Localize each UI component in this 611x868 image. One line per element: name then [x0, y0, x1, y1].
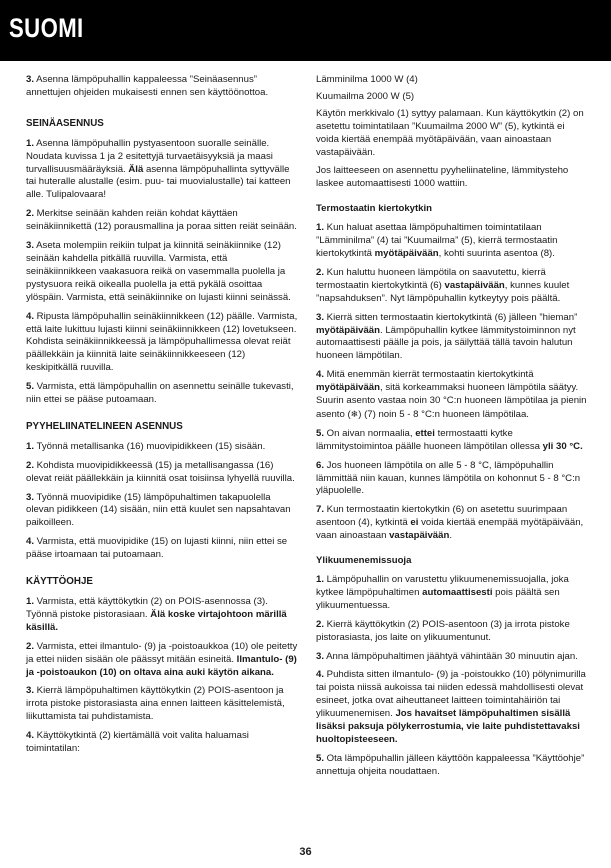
language-title: SUOMI	[9, 13, 84, 43]
section-heading-wall-mount: SEINÄASENNUS	[26, 117, 104, 129]
overheat-step-3: 3. Anna lämpöpuhaltimen jäähtyä vähintään 30 minuutin ajan.	[316, 650, 578, 662]
thermostat-step-6: 6. Jos huoneen lämpötila on alle 5 - 8 °C, lämpöpuhallin lämmittää niin kauan, kunnes lämpötila on kohonnut 5 - 8 °C:n yläpuolelle.	[316, 459, 581, 497]
wall-step-1: 1. Asenna lämpöpuhallin pystyasentoon suoralle seinälle. Noudata kuvissa 1 ja 2 esitettyjä turvaetäisyyksiä ja maasi turvallisuusmääräyksiä. Älä asenna lämpöpuhallinta syttyvälle tai huteralle alustalle (esim. puu- tai muovialustalle) tai katteen alle. Tulipalovaara!	[26, 137, 291, 201]
section-heading-usage: KÄYTTÖOHJE	[26, 576, 93, 588]
right-column	[316, 74, 588, 785]
towel-step-2: 2. Kohdista muovipidikkeessä (15) ja metallisangassa (16) olevat reiät päällekkäin ja kiinnitä osat toisiinsa lyhyellä ruuvilla.	[26, 459, 295, 484]
section-heading-towel-rack: PYYHELIINATELINEEN ASENNUS	[26, 420, 183, 432]
mode-warm-air: Lämminilma 1000 W (4)	[316, 74, 418, 85]
towel-step-3: 3. Työnnä muovipidike (15) lämpöpuhaltimen takapuolella olevan pidikkeen (14) sisään, niin että kuulet sen napsahtavan paikoilleen.	[26, 491, 291, 529]
wall-step-4: 4. Ripusta lämpöpuhallin seinäkiinnikkeen (12) päälle. Varmista, että laite lukittuu lujasti kiinni seinäkiinnikkeen (12) lovetukseen. Kohdista seinäkiinnikkeessä ja lämpöpuhallimessa olevat reiät päällekkäin ja kiinnitä laite seinäkiinnikkeeseen (12) keskipitkällä ruuvilla.	[26, 310, 298, 374]
towel-rack-note: Jos laitteeseen on asennettu pyyheliinateline, lämmitysteho laskee automaattisesti 1000 wattiin.	[316, 165, 569, 190]
indicator-note: Käytön merkkivalo (1) syttyy palamaan. Kun käyttökytkin (2) on asetettu toimintatilaan ”Kuumailma 2000 W” (5), kytkintä ei voida kiertää enempää myötäpäivään, vaan ainoastaan vastapäivään.	[316, 107, 584, 158]
left-column	[26, 74, 298, 762]
thermostat-step-7: 7. Kun termostaatin kiertokytkin (6) on asetettu suurimpaan asentoon (4), kytkintä ei voida kiertää enempää myötäpäivään, vaan ainoastaan vastapäivään.	[316, 504, 584, 542]
intro-step: 3. Asenna lämpöpuhallin kappaleessa ”Seinäasennus” annettujen ohjeiden mukaisesti ennen sen käyttöönottoa.	[26, 74, 269, 98]
thermostat-step-5: 5. On aivan normaalia, ettei termostaatti kytke lämmitystoimintoa päälle huoneen lämpötilan ollessa yli 30 °C.	[316, 427, 583, 452]
mode-hot-air: Kuumailma 2000 W (5)	[316, 90, 415, 102]
thermostat-step-4: 4. Mitä enemmän kierrät termostaatin kiertokytkintä myötäpäivään, sitä korkeammaksi huoneen lämpötila säätyy. Suurin asento vastaa noin 30 °C:n huoneen lämpötilaa ja pienin asento (❄) (7) noin 5 - 8 °C:n huoneen lämpötilaa.	[316, 369, 587, 420]
usage-step-3: 3. Kierrä lämpöpuhaltimen käyttökytkin (2) POIS-asentoon ja irrota pistoke pistorasiasta aina ennen laitteen käsittelemistä, liikuttamista tai puhdistamista.	[26, 685, 285, 723]
usage-step-2: 2. Varmista, ettei ilmantulo- (9) ja -poistoaukkoa (10) ole peitetty ja ettei niiden sisään ole päässyt mitään esineitä. Ilmantulo- (9) ja -poistoaukon (10) on oltava aina auki käytön aikana.	[26, 640, 298, 678]
section-heading-thermostat: Termostaatin kiertokytkin	[316, 203, 433, 215]
wall-step-2: 2. Merkitse seinään kahden reiän kohdat käyttäen seinäkiinnikettä (12) porausmallina ja poraa sitten reiät seinään.	[26, 208, 297, 233]
thermostat-step-2: 2. Kun haluttu huoneen lämpötila on saavutettu, kierrä termostaatin kiertokytkintä (6) vastapäivään, kunnes kuulet ”napsahduksen”. Nyt lämpöpuhallin kytkeytyy pois päältä.	[316, 266, 570, 304]
thermostat-step-1: 1. Kun haluat asettaa lämpöpuhaltimen toimintatilaan ”Lämminilma” (4) tai ”Kuumailma” (5), kierrä termostaatin kiertokytkintä myötäpäivään, kohti suurinta asentoa (8).	[316, 222, 558, 259]
overheat-step-5: 5. Ota lämpöpuhallin jälleen käyttöön kappaleessa ”Käyttöohje” annettuja ohjeita noudattaen.	[316, 752, 585, 777]
wall-step-5: 5. Varmista, että lämpöpuhallin on asennettu seinälle tukevasti, niin ettei se pääse putoamaan.	[26, 381, 294, 406]
page-number: 36	[299, 846, 312, 858]
overheat-step-1: 1. Lämpöpuhallin on varustettu ylikuumenemissuojalla, joka kytkee lämpöpuhaltimen automaattisesti pois päältä sen ylikuumentuessa.	[316, 574, 569, 611]
usage-step-1: 1. Varmista, että käyttökytkin (2) on POIS-asennossa (3). Työnnä pistoke pistorasiaan. Älä koske virtajohtoon märillä käsillä.	[26, 596, 287, 633]
towel-step-4: 4. Varmista, että muovipidike (15) on lujasti kiinni, niin ettei se pääse irtoamaan tai putoamaan.	[26, 536, 288, 561]
language-header-bar	[0, 0, 611, 61]
overheat-step-2: 2. Kierrä käyttökytkin (2) POIS-asentoon (3) ja irrota pistoke pistorasiasta, jos laite on ylikuumentunut.	[316, 618, 570, 643]
overheat-step-4: 4. Puhdista sitten ilmantulo- (9) ja -poistoukko (10) pölynimurilla tai poista niissä aukoissa tai niiden edessä mahdollisesti olevat esineet, jotka ovat aiheuttaneet laitteen toimintahäiriön tai ylikuumenemisen. Jos havaitset lämpöpuhaltimen sisällä lisäksi paksuja pölykerrostumia, vie laite puhdistettavaksi huoltopisteeseen.	[316, 669, 586, 745]
thermostat-step-3: 3. Kierrä sitten termostaatin kiertokytkintä (6) jälleen ”hieman” myötäpäivään. Lämpöpuhallin kytkee lämmitystoiminnon nyt automaattisesti päälle ja pois, ja säilyttää tällä tavoin halutun huoneen lämpötilan.	[316, 311, 578, 362]
frost-symbol-icon: ❄	[350, 408, 359, 419]
section-heading-overheat: Ylikuumenemissuoja	[316, 555, 412, 567]
wall-step-3: 3. Aseta molempiin reikiin tulpat ja kiinnitä seinäkiinnike (12) seinään kahdella pitkällä ruuvilla. Varmista, että seinäkiinnikkeen vaakasuora reikä on vasemmalla puolella ja pystysuora reikä oikealla puolella ja että pykälä osoittaa ylöspäin. Varmista, että seinäkiinnike on lujasti kiinni seinässä.	[26, 240, 291, 303]
usage-step-4: 4. Käyttökytkintä (2) kiertämällä voit valita haluamasi toimintatilan:	[26, 730, 249, 755]
towel-step-1: 1. Työnnä metallisanka (16) muovipidikkeen (15) sisään.	[26, 440, 266, 452]
